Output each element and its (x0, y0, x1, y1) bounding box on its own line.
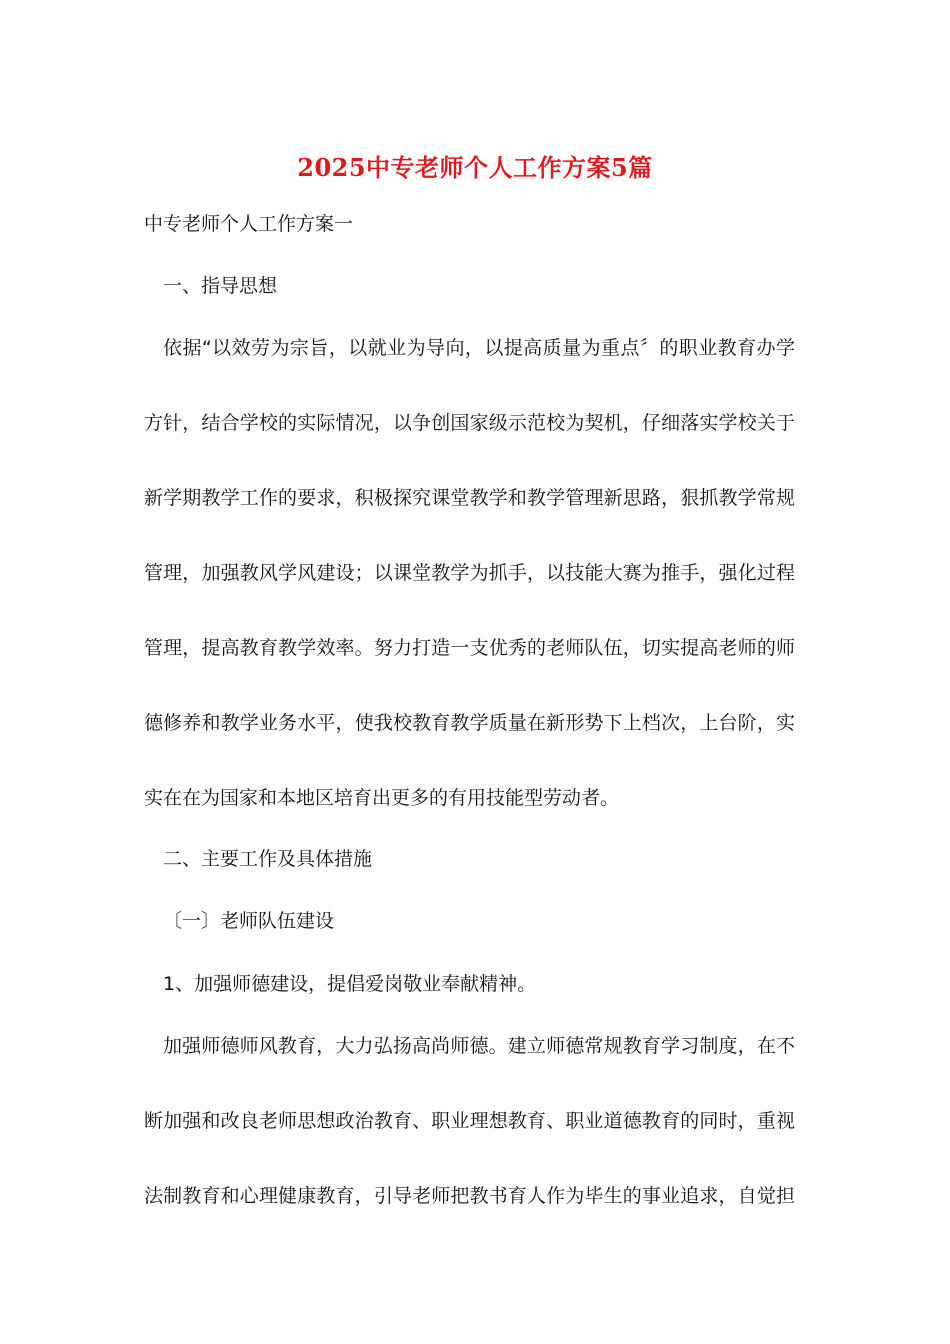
paragraph-line: 德修养和教学业务水平，使我校教育教学质量在新形势下上档次，上台阶，实 (144, 712, 795, 734)
paragraph-line: 方针，结合学校的实际情况，以争创国家级示范校为契机，仔细落实学校关于 (144, 412, 795, 434)
document-title: 2025中专老师个人工作方案5篇 (297, 153, 653, 182)
subheading-teacher-team: 〔一〕老师队伍建设 (163, 910, 335, 932)
paragraph-line: 法制教育和心理健康教育，引导老师把教书育人作为毕生的事业追求，自觉担 (144, 1185, 795, 1207)
heading-guiding-ideology: 一、指导思想 (163, 275, 278, 297)
paragraph-line: 实在在为国家和本地区培育出更多的有用技能型劳动者。 (144, 787, 620, 809)
paragraph-line: 新学期教学工作的要求，积极探究课堂教学和教学管理新思路，狠抓教学常规 (144, 487, 795, 509)
list-item: 1、加强师德建设，提倡爱岗敬业奉献精神。 (163, 973, 537, 995)
paragraph-line: 断加强和改良老师思想政治教育、职业理想教育、职业道德教育的同时，重视 (144, 1110, 795, 1132)
section-title: 中专老师个人工作方案一 (144, 213, 354, 235)
paragraph-line: 依据“以效劳为宗旨，以就业为导向，以提高质量为重点〞的职业教育办学 (163, 337, 795, 359)
paragraph-line: 加强师德师风教育，大力弘扬高尚师德。建立师德常规教育学习制度，在不 (163, 1035, 795, 1057)
paragraph-line: 管理，提高教育教学效率。努力打造一支优秀的老师队伍，切实提高老师的师 (144, 637, 795, 659)
paragraph-line: 管理，加强教风学风建设；以课堂教学为抓手，以技能大赛为推手，强化过程 (144, 562, 795, 584)
heading-main-work: 二、主要工作及具体措施 (163, 848, 373, 870)
